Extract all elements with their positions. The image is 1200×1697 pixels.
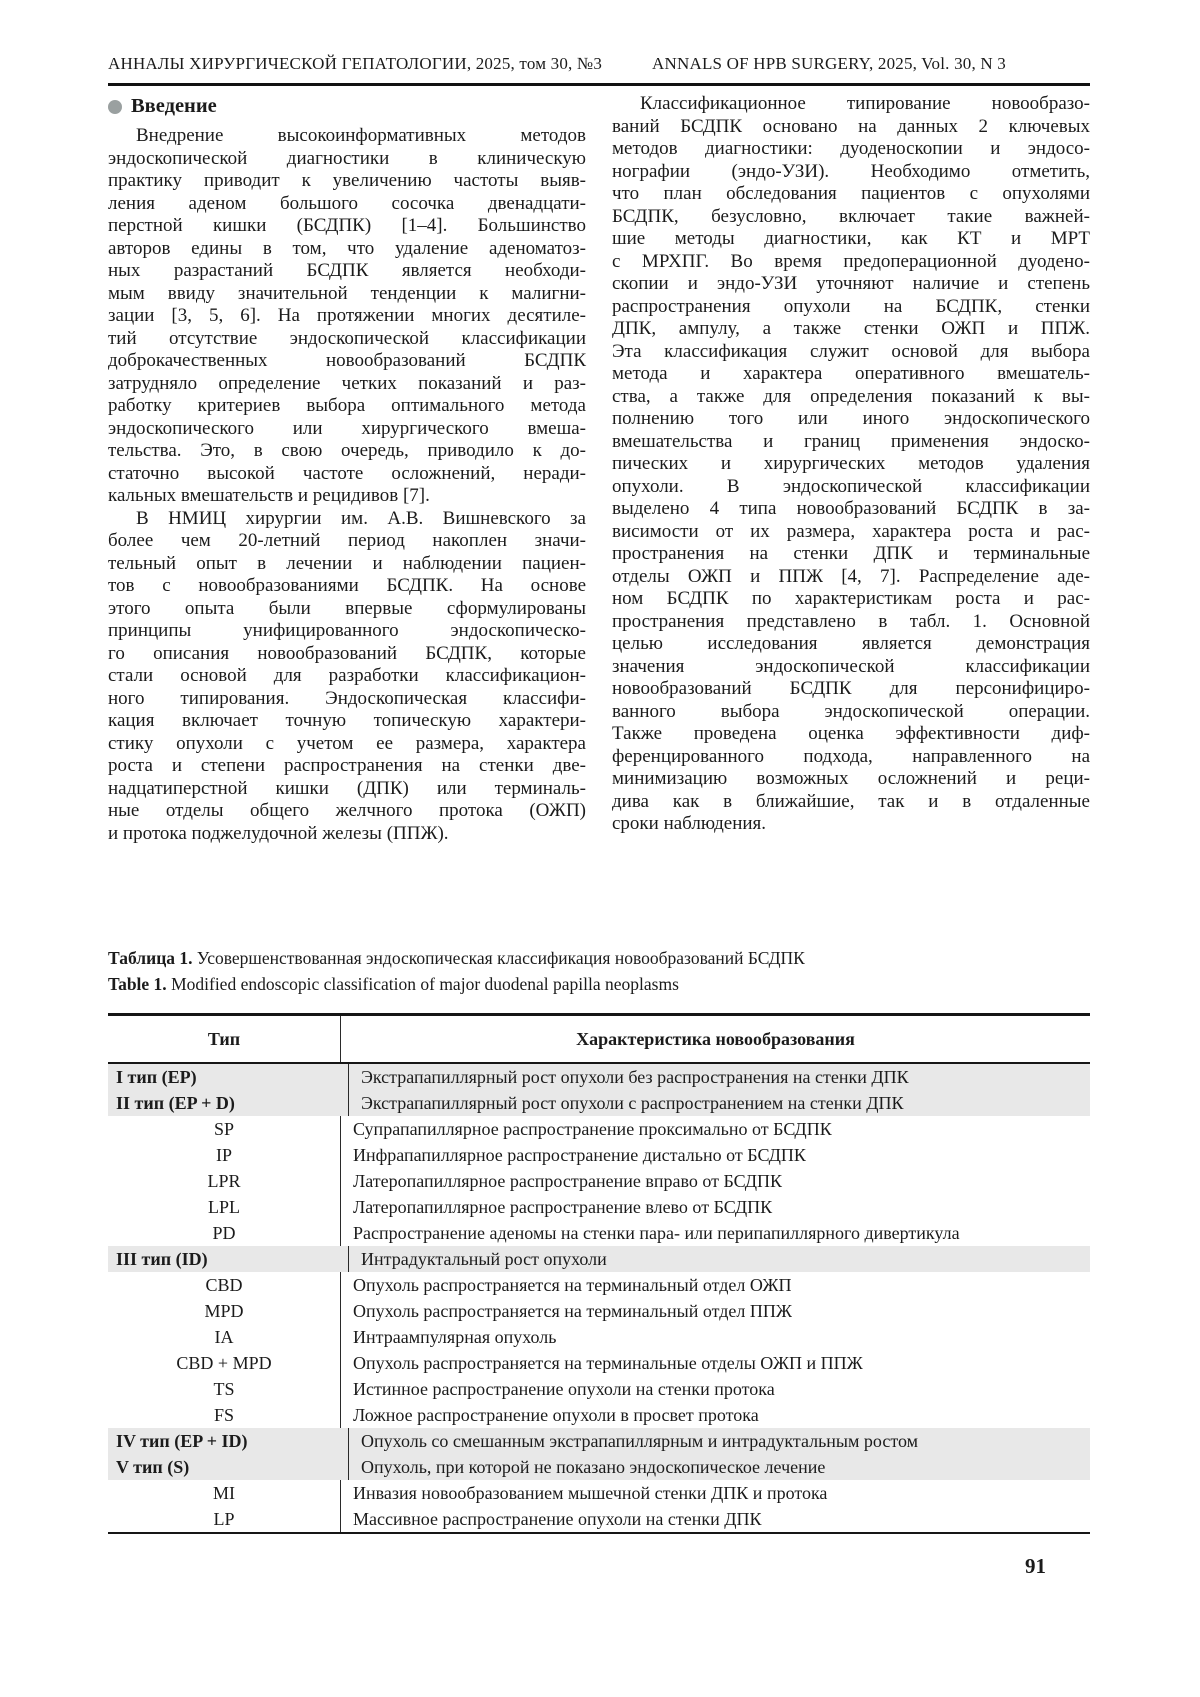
text-line: практику приводит к увеличению частоты выяв- (108, 170, 586, 191)
text-line: Также проведена оценка эффективности диф- (612, 723, 1090, 744)
text-line: кальных вмешательств и рецидивов [7]. (108, 485, 430, 506)
classification-table (108, 1013, 1090, 1534)
text-line: Классификационное типирование новообразо- (640, 93, 1090, 114)
text-line: тельный опыт в лечении и наблюдении пациен- (108, 552, 586, 574)
description-cell: Латеропапиллярное распространение влево от БСДПК (353, 1196, 773, 1217)
description-cell: Опухоль распространяется на терминальные отделы ОЖП и ППЖ (353, 1352, 863, 1373)
text-line: кация включает точную топическую характери- (108, 710, 586, 731)
article-body (108, 93, 1090, 845)
header-rule (108, 83, 1090, 86)
description-cell: Ложное распространение опухоли в просвет протока (353, 1404, 759, 1425)
left-column-text (108, 125, 586, 845)
text-line: роста и степени распространения на стенки две- (108, 755, 586, 776)
text-line: что план обследования пациентов с опухолями (612, 183, 1090, 204)
type-cell: SP (108, 1116, 341, 1142)
text-line: и протока поджелудочной железы (ППЖ). (108, 822, 449, 844)
text-line: зации [3, 5, 6]. На протяжении многих десятиле- (108, 305, 586, 326)
text-line: доброкачественных новообразований БСДПК (108, 350, 586, 371)
text-line: ных разрастаний БСДПК является необходи- (108, 260, 586, 281)
text-line: принципы унифицированного эндоскопическо- (108, 620, 586, 641)
text-line: работку критериев выбора оптимального метода (108, 395, 586, 416)
type-cell: FS (108, 1402, 341, 1428)
table-header-row (108, 1016, 1090, 1064)
type-cell: LPR (108, 1168, 341, 1194)
text-line: новообразований БСДПК для персонифициро- (612, 678, 1090, 699)
table-header-type: Тип (108, 1016, 341, 1062)
type-cell: III тип (ID) (108, 1246, 349, 1272)
table-row (108, 1168, 1090, 1194)
table-caption-en-label: Table 1. (108, 974, 167, 994)
type-cell: MI (108, 1480, 341, 1506)
text-line: стали основой для разработки классификацион- (108, 665, 586, 686)
table-row (108, 1480, 1090, 1506)
table-caption-en-text: Modified endoscopic classification of major duodenal papilla neoplasms (171, 974, 679, 994)
description-cell: Опухоль распространяется на терминальный отдел ППЖ (353, 1300, 792, 1321)
text-line: вмешательства и границ применения эндоско- (612, 430, 1090, 452)
text-line: минимизацию возможных осложнений и реци- (612, 768, 1090, 789)
text-line: ференцированного подхода, направленного на (612, 745, 1090, 767)
text-line: стику опухоли с учетом ее размера, характера (108, 732, 586, 754)
text-line: эндоскопической диагностики в клиническую (108, 147, 586, 169)
table-1-block (108, 945, 1090, 1534)
text-line: целью исследования является демонстрация (612, 633, 1090, 654)
description-cell: Инвазия новообразованием мышечной стенки ДПК и протока (353, 1482, 828, 1503)
description-cell: Опухоль, при которой не показано эндоскопическое лечение (361, 1456, 826, 1477)
text-line: значения эндоскопической классификации (612, 655, 1090, 677)
description-cell: Массивное распространение опухоли на стенки ДПК (353, 1508, 762, 1529)
type-cell: PD (108, 1220, 341, 1246)
text-line: мым ввиду значительной тенденции к малигни- (108, 282, 586, 304)
section-heading-label: Введение (131, 95, 217, 117)
table-row (108, 1376, 1090, 1402)
table-caption-ru-text: Усовершенствованная эндоскопическая классификация новообразований БСДПК (196, 948, 805, 968)
description-cell: Экстрапапиллярный рост опухоли без распространения на стенки ДПК (361, 1066, 909, 1087)
running-head (108, 0, 1090, 74)
text-line: БСДПК, безусловно, включает такие важней- (612, 205, 1090, 227)
text-line: дива как в ближайшие, так и в отдаленные (612, 790, 1090, 812)
text-line: более чем 20-летний период накоплен значи- (108, 530, 586, 551)
text-line: метода и характера оперативного вмешатель- (612, 363, 1090, 384)
table-row (108, 1454, 1090, 1480)
text-line: пространения на стенки ДПК и терминальные (612, 543, 1090, 564)
text-line: ДПК, ампулу, а также стенки ОЖП и ППЖ. (612, 318, 1090, 339)
text-line: тов с новообразованиями БСДПК. На основе (108, 575, 586, 596)
table-row (108, 1220, 1090, 1246)
table-row (108, 1506, 1090, 1532)
table-body (108, 1064, 1090, 1532)
text-line: го описания новообразований БСДПК, которые (108, 642, 586, 664)
description-cell: Экстрапапиллярный рост опухоли с распространением на стенки ДПК (361, 1092, 904, 1113)
page-footer (108, 1554, 1090, 1579)
type-cell: II тип (EP + D) (108, 1090, 349, 1116)
text-line: ства, а также для определения показаний к вы- (612, 385, 1090, 407)
table-row (108, 1116, 1090, 1142)
text-line: В НМИЦ хирургии им. А.В. Вишневского за (136, 507, 586, 529)
page-number: 91 (1025, 1554, 1046, 1578)
text-line: авторов едины в том, что удаление аденоматоз- (108, 237, 586, 259)
text-line: сроки наблюдения. (612, 813, 767, 834)
text-line: тельства. Это, в свою очередь, приводило к до- (108, 440, 586, 461)
description-cell: Распространение аденомы на стенки пара- или перипапиллярного дивертикула (353, 1222, 960, 1243)
text-line: перстной кишки (БСДПК) [1–4]. Большинство (108, 215, 586, 236)
type-cell: LPL (108, 1194, 341, 1220)
journal-title-ru: АННАЛЫ ХИРУРГИЧЕСКОЙ ГЕПАТОЛОГИИ, 2025, том 30, №3 (108, 54, 603, 73)
section-heading-introduction (108, 93, 586, 120)
left-column (108, 93, 586, 845)
text-line: отделы ОЖП и ППЖ [4, 7]. Распределение аде- (612, 565, 1090, 587)
description-cell: Супрапапиллярное распространение проксимально от БСДПК (353, 1118, 832, 1139)
text-line: статочно высокой частоте осложнений, неради- (108, 462, 586, 484)
description-cell: Латеропапиллярное распространение вправо от БСДПК (353, 1170, 783, 1191)
right-column (612, 93, 1090, 845)
type-cell: IA (108, 1324, 341, 1350)
description-cell: Интрадуктальный рост опухоли (361, 1248, 607, 1269)
text-line: шие методы диагностики, как КТ и МРТ (612, 228, 1090, 249)
type-cell: V тип (S) (108, 1454, 349, 1480)
type-cell: CBD + MPD (108, 1350, 341, 1376)
table-caption-ru (108, 945, 1090, 971)
description-cell: Истинное распространение опухоли на стенки протока (353, 1378, 775, 1399)
text-line: ванного выбора эндоскопической операции. (612, 700, 1090, 722)
type-cell: IV тип (EP + ID) (108, 1428, 349, 1454)
table-row (108, 1350, 1090, 1376)
table-row (108, 1064, 1090, 1090)
description-cell: Инфрапапиллярное распространение дистально от БСДПК (353, 1144, 806, 1165)
text-line: скопии и эндо-УЗИ уточняют наличие и степень (612, 273, 1090, 294)
table-row (108, 1298, 1090, 1324)
description-cell: Интраампулярная опухоль (353, 1326, 557, 1347)
type-cell: I тип (EP) (108, 1064, 349, 1090)
table-row (108, 1194, 1090, 1220)
table-row (108, 1402, 1090, 1428)
table-row (108, 1324, 1090, 1350)
type-cell: IP (108, 1142, 341, 1168)
text-line: эндоскопического или хирургического вмеша- (108, 417, 586, 439)
text-line: выделено 4 типа новообразований БСДПК в за- (612, 498, 1090, 519)
type-cell: MPD (108, 1298, 341, 1324)
text-line: методов диагностики: дуоденоскопии и эндосо- (612, 138, 1090, 159)
table-row (108, 1272, 1090, 1298)
text-line: ном БСДПК по характеристикам роста и рас- (612, 588, 1090, 609)
table-row (108, 1246, 1090, 1272)
text-line: ные отделы общего желчного протока (ОЖП) (108, 800, 586, 821)
text-line: ного типирования. Эндоскопическая классифи- (108, 687, 586, 709)
table-caption-en (108, 971, 1090, 997)
text-line: Эта классификация служит основой для выбора (612, 340, 1090, 362)
text-line: затрудняло определение четких показаний и раз- (108, 372, 586, 394)
table-row (108, 1428, 1090, 1454)
text-line: распространения опухоли на БСДПК, стенки (612, 295, 1090, 317)
text-line: пических и хирургических методов удаления (612, 453, 1090, 474)
text-line: нографии (эндо-УЗИ). Необходимо отметить, (612, 160, 1090, 182)
type-cell: TS (108, 1376, 341, 1402)
table-caption-ru-label: Таблица 1. (108, 948, 193, 968)
section-bullet-icon (108, 100, 122, 114)
text-line: ления аденом большого сосочка двенадцати- (108, 192, 586, 214)
description-cell: Опухоль со смешанным экстрапапиллярным и интрадуктальным ростом (361, 1430, 919, 1451)
table-header-description: Характеристика новообразования (576, 1028, 855, 1049)
text-line: полнению того или иного эндоскопического (612, 408, 1090, 429)
right-column-text (612, 93, 1090, 836)
text-line: тий отсутствие эндоскопической классификации (108, 327, 586, 349)
table-row (108, 1142, 1090, 1168)
table-row (108, 1090, 1090, 1116)
journal-title-en: ANNALS OF HPB SURGERY, 2025, Vol. 30, N 3 (652, 54, 1006, 73)
description-cell: Опухоль распространяется на терминальный отдел ОЖП (353, 1274, 792, 1295)
text-line: пространения представлено в табл. 1. Основной (612, 610, 1090, 632)
text-line: надцатиперстной кишки (ДПК) или терминаль- (108, 777, 586, 799)
text-line: ваний БСДПК основано на данных 2 ключевых (612, 115, 1090, 137)
text-line: с МРХПГ. Во время предоперационной дуодено- (612, 250, 1090, 272)
text-line: опухоли. В эндоскопической классификации (612, 475, 1090, 497)
type-cell: LP (108, 1506, 341, 1532)
text-line: висимости от их размера, характера роста и рас- (612, 520, 1090, 542)
text-line: этого опыта были впервые сформулированы (108, 597, 586, 619)
type-cell: CBD (108, 1272, 341, 1298)
text-line: Внедрение высокоинформативных методов (136, 125, 586, 146)
